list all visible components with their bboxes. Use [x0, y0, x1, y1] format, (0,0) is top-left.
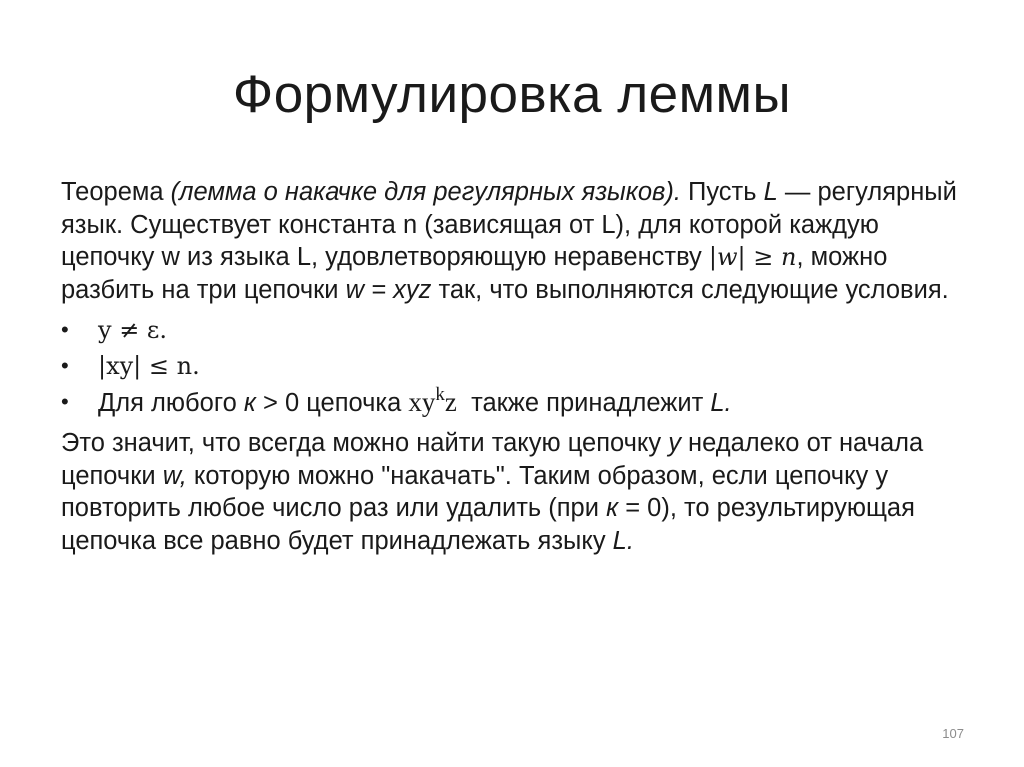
- condition-3-gt: > 0 цепочка: [255, 389, 409, 417]
- explanation-w: w,: [162, 461, 187, 490]
- theorem-text-3: , можно разбить на три цепочки: [61, 243, 888, 304]
- explanation-paragraph: [61, 427, 961, 557]
- language-symbol: L: [763, 178, 778, 206]
- explanation-language: L.: [612, 526, 634, 555]
- condition-3-z: z: [444, 387, 457, 417]
- explanation-text-4: = 0), то результирующая цепочка все равно будет принадлежать языку: [61, 494, 915, 555]
- theorem-text-4: так, что выполняются следующие условия.: [431, 275, 949, 304]
- condition-2-text: |xy| ≤ n.: [98, 352, 200, 380]
- length-inequality: |w| ≥ n: [708, 243, 797, 271]
- bullet-icon: •: [61, 389, 69, 414]
- theorem-name: (лемма о накачке для регулярных языков).: [170, 178, 681, 206]
- condition-item-1: [61, 312, 961, 348]
- page-number: 107: [942, 726, 964, 741]
- condition-3-lead: Для любого: [98, 389, 244, 417]
- slide-body: [61, 176, 961, 557]
- theorem-lead: Теорема: [61, 178, 171, 206]
- slide-title: Формулировка леммы: [232, 65, 792, 124]
- condition-list: [61, 312, 961, 421]
- explanation-text-1: Это значит, что всегда можно найти такую цепочку: [61, 429, 669, 457]
- condition-3-language: L.: [710, 389, 732, 417]
- explanation-k: к: [606, 494, 619, 522]
- theorem-paragraph: [61, 176, 961, 306]
- explanation-text-3: которую можно "накачать". Таким образом, если цепочку у повторить любое число раз или удалить (при: [61, 461, 889, 522]
- bullet-icon: •: [61, 317, 69, 342]
- split-expression: w = xyz: [345, 275, 432, 304]
- condition-3-xy: xy: [408, 387, 436, 417]
- explanation-text-2: недалеко от начала цепочки: [61, 429, 924, 490]
- condition-item-3: [61, 384, 961, 421]
- theorem-text-2: — регулярный язык. Существует константа n (зависящая от L), для которой каждую цепочку w из языка L, удовлетворяющую неравенству: [61, 178, 957, 271]
- bullet-icon: •: [61, 353, 69, 378]
- theorem-text-1: Пусть: [680, 178, 764, 206]
- condition-3-exponent: k: [435, 384, 445, 405]
- condition-3-k: к: [243, 389, 256, 417]
- condition-item-2: [61, 348, 961, 384]
- condition-3-tail: также принадлежит: [456, 389, 711, 417]
- explanation-y: у: [668, 429, 681, 457]
- condition-1-text: y ≠ ε.: [98, 316, 167, 344]
